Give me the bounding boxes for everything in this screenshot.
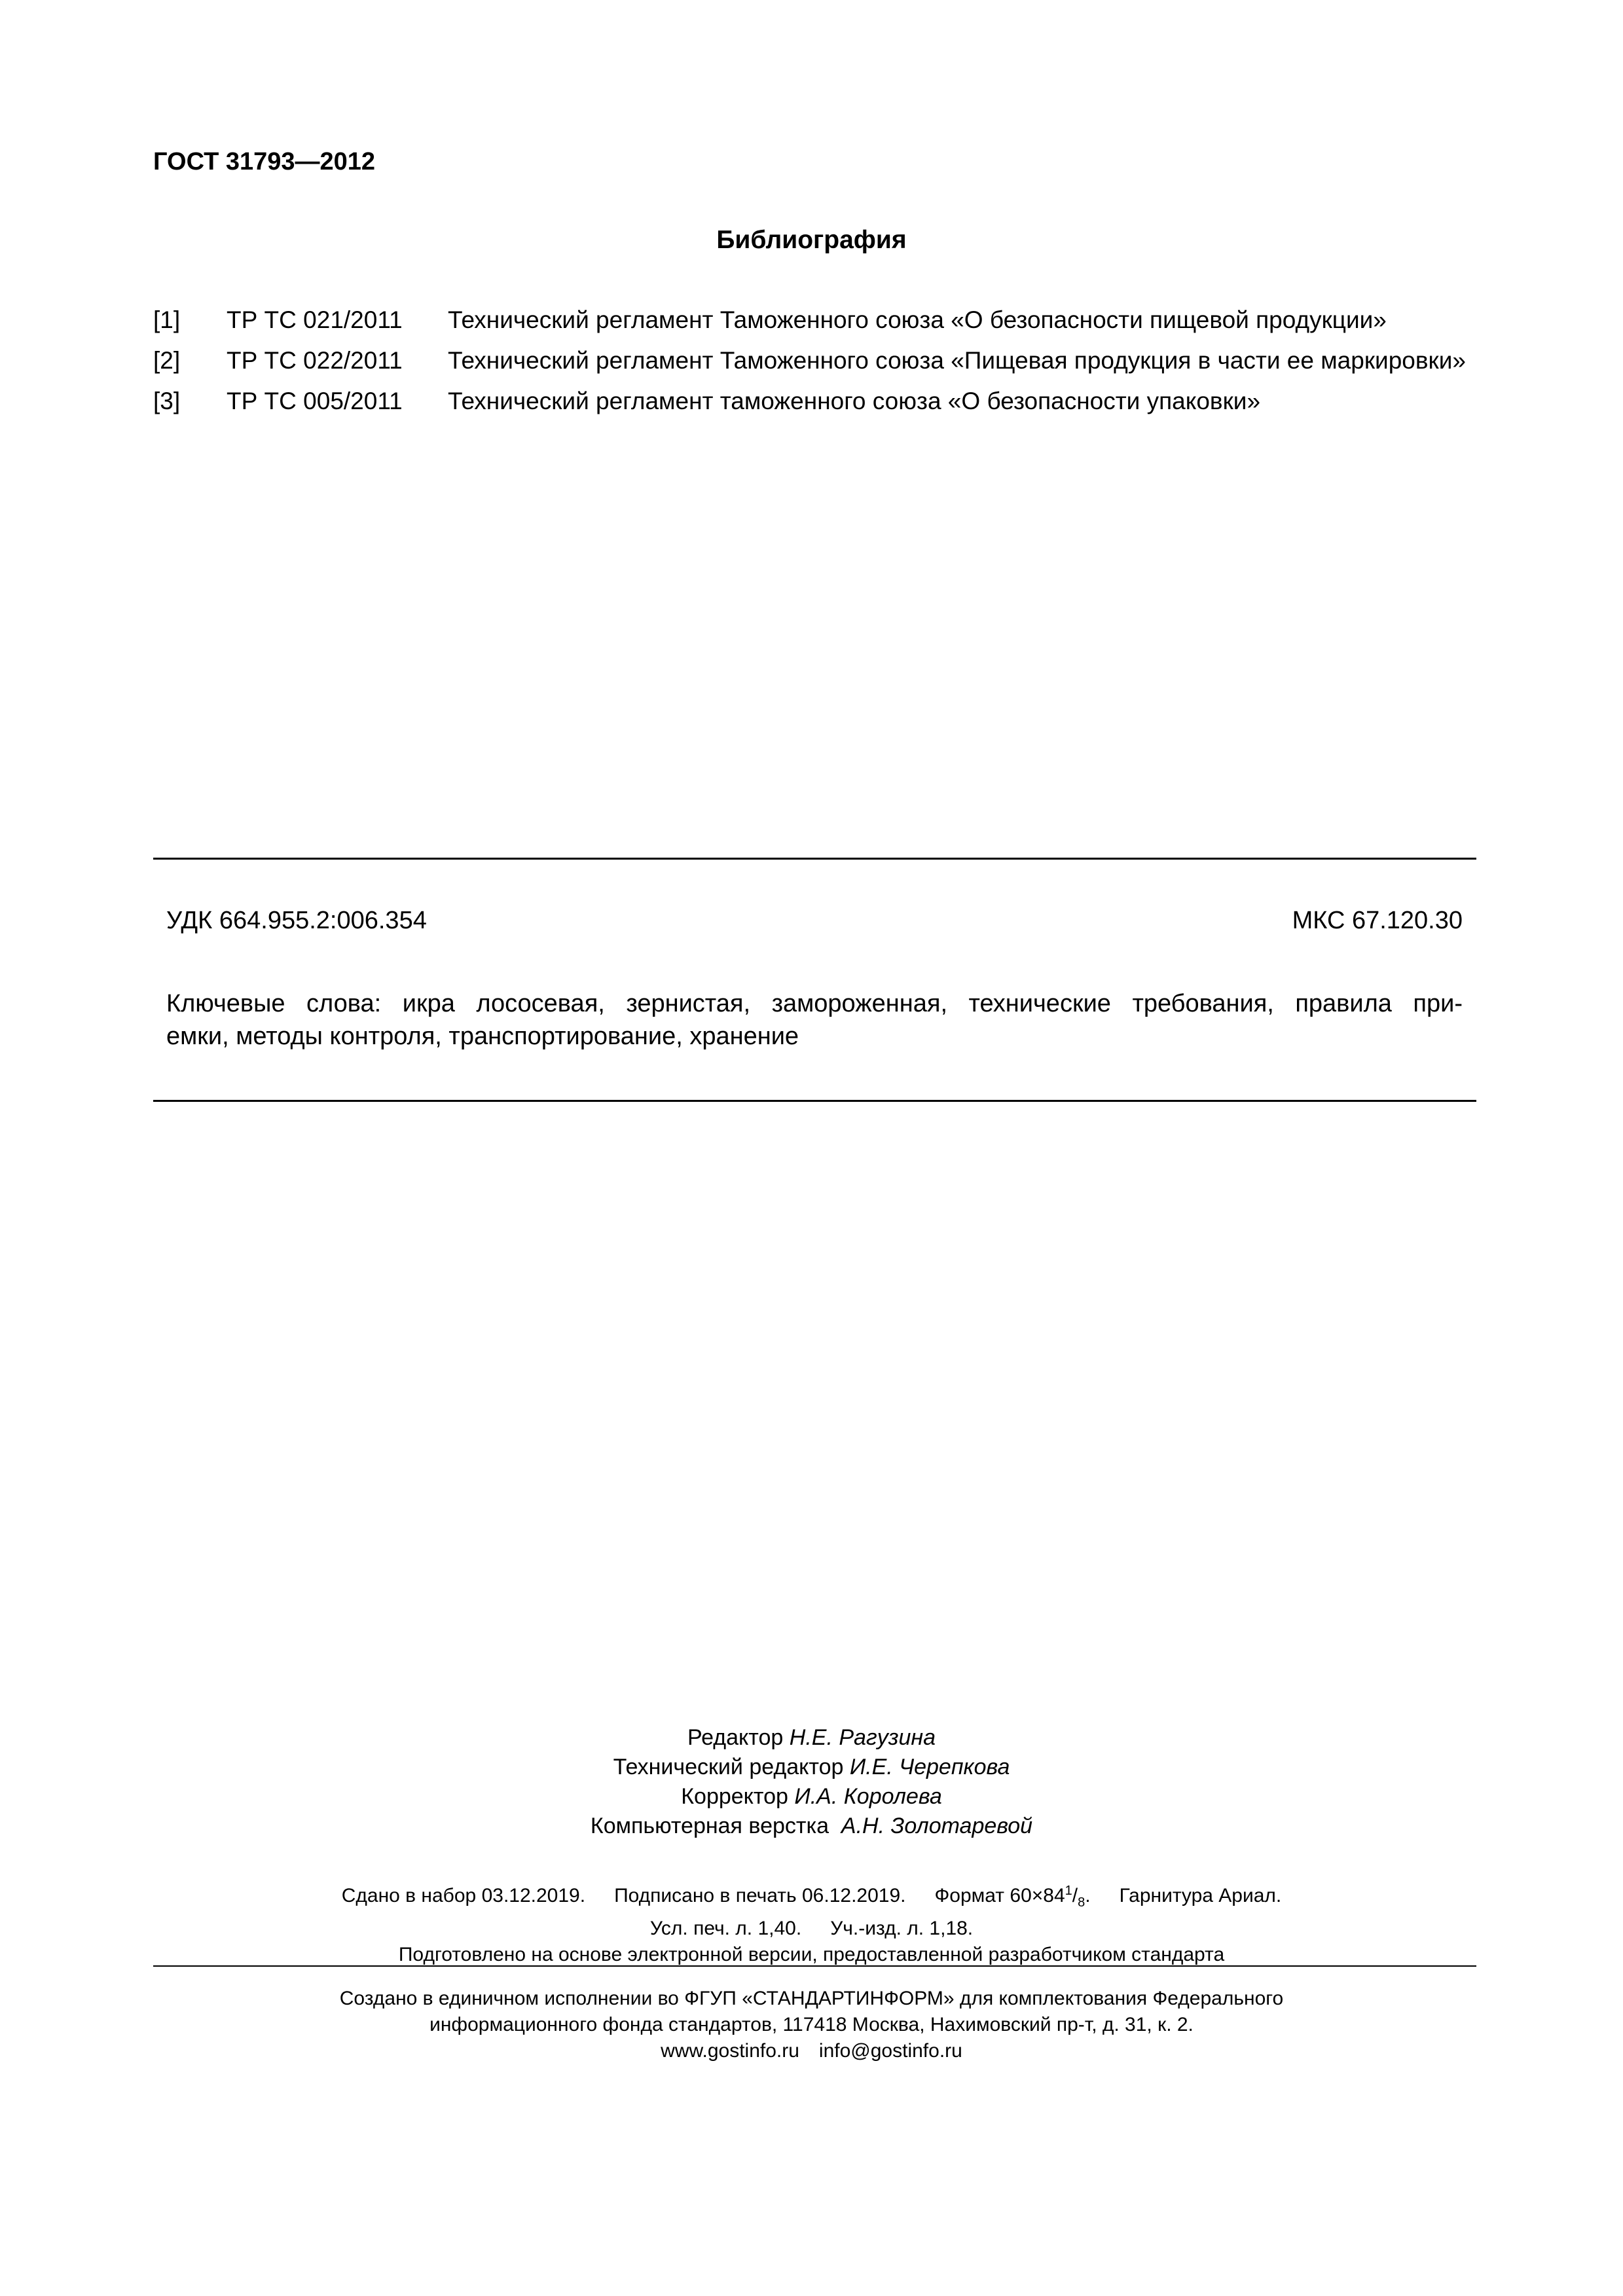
divider-bottom [153, 1965, 1476, 1967]
bibliography-list [153, 306, 1489, 428]
divider-top [153, 858, 1476, 860]
website-link[interactable]: www.gostinfo.ru [661, 2040, 799, 2062]
bibliography-item-number: [1] [153, 306, 181, 333]
udk-code: УДК 664.955.2:006.354 [166, 907, 427, 934]
tech-editor-credit [0, 1753, 1623, 1782]
keywords [166, 987, 1463, 1053]
bibliography-item-number: [3] [153, 388, 181, 414]
bibliography-item-title: Технический регламент Таможенного союза «О безопасности пищевой продукции» [448, 306, 1387, 333]
format: Формат $60\times 84^1/_8$. [934, 1884, 1091, 1910]
bibliography-item-title: Технический регламент Таможенного союза «Пищевая продукция в части ее маркировки» [448, 347, 1466, 374]
publishing-sheets: Уч.-изд. л. 1,18. [830, 1918, 974, 1939]
format-prefix: Формат 60×84 [934, 1885, 1065, 1906]
document-code: ГОСТ 31793—2012 [153, 148, 376, 175]
footer-line-2: информационного фонда стандартов, 117418 Москва, Нахимовский пр-т, д. 31, к. 2. [429, 2014, 1194, 2035]
layout-credit [0, 1812, 1623, 1841]
typeset-date: Сдано в набор 03.12.2019. [341, 1885, 586, 1906]
bibliography-item-code: ТР ТС 022/2011 [227, 347, 403, 374]
divider-middle [153, 1100, 1476, 1102]
footer-contacts [0, 2038, 1623, 2064]
bibliography-item-title: Технический регламент таможенного союза «О безопасности упаковки» [448, 388, 1261, 414]
print-info-line-1 [0, 1878, 1623, 1916]
corrector-name: И.А. Королева [794, 1784, 942, 1809]
format-suffix: . [1085, 1885, 1091, 1906]
editor-credit [0, 1723, 1623, 1753]
signed-date: Подписано в печать 06.12.2019. [614, 1885, 906, 1906]
bibliography-item-number: [2] [153, 347, 181, 374]
layout-name: А.Н. Золотаревой [841, 1813, 1033, 1838]
tech-editor-name: И.Е. Черепкова [849, 1755, 1010, 1779]
prepared-note: Подготовлено на основе электронной версии, предоставленной разработчиком стандарта [398, 1944, 1225, 1965]
credits-block [0, 1723, 1623, 1841]
publisher-footer [0, 1986, 1623, 2064]
format-sup: 1 [1065, 1884, 1072, 1898]
bibliography-item [153, 388, 1489, 428]
bibliography-item-code: ТР ТС 005/2011 [227, 388, 403, 414]
mks-code: МКС 67.120.30 [1292, 907, 1463, 934]
corrector-credit [0, 1782, 1623, 1812]
bibliography-item [153, 306, 1489, 347]
print-info [0, 1878, 1623, 1968]
corrector-label: Корректор [681, 1784, 788, 1809]
format-sub: 8 [1078, 1895, 1085, 1910]
email-link[interactable]: info@gostinfo.ru [818, 2040, 962, 2062]
keywords-line-2: емки, методы контроля, транспортирование, хранение [166, 1023, 799, 1050]
keywords-line-1: Ключевые слова: икра лососевая, зернистая, замороженная, технические требования, правила при- [166, 990, 1463, 1017]
bibliography-item-code: ТР ТС 021/2011 [227, 306, 403, 333]
layout-label: Компьютерная верстка [590, 1813, 830, 1838]
print-sheets: Усл. печ. л. 1,40. [649, 1918, 802, 1939]
footer-line-1: Создано в единичном исполнении во ФГУП «СТАНДАРТИНФОРМ» для комплектования Федерального [339, 1988, 1284, 2009]
bibliography-item [153, 347, 1489, 388]
print-info-line-2 [0, 1916, 1623, 1942]
typeface: Гарнитура Ариал. [1119, 1885, 1282, 1906]
editor-label: Редактор [687, 1725, 784, 1750]
bibliography-title: Библиография [716, 226, 907, 254]
tech-editor-label: Технический редактор [613, 1755, 844, 1779]
editor-name: Н.Е. Рагузина [789, 1725, 936, 1750]
